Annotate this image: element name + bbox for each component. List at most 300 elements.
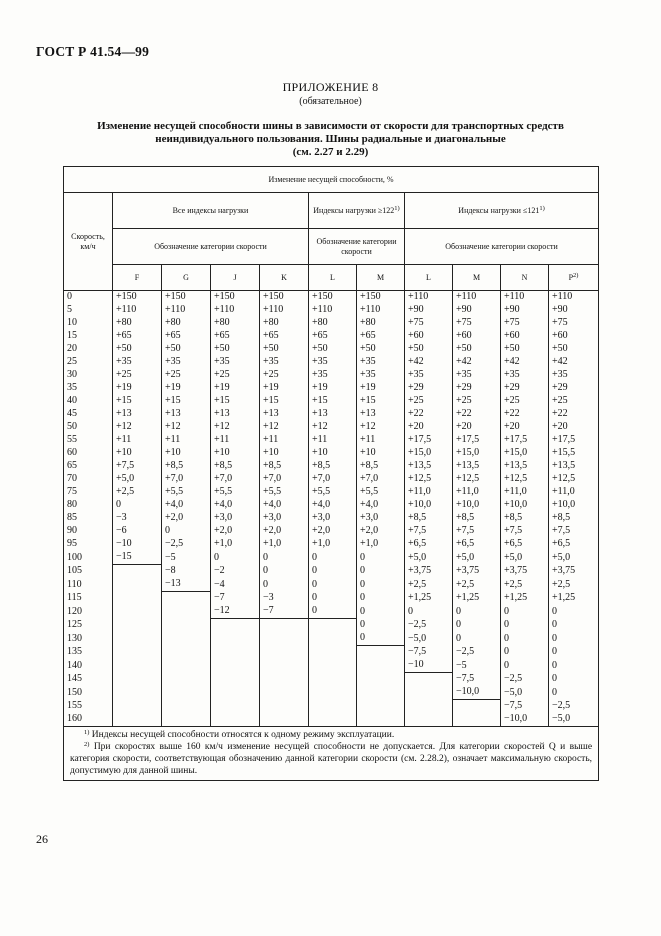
value-cell: +3,0 (260, 512, 309, 525)
value-cell: +12 (162, 421, 211, 434)
value-cell: +2,5 (113, 486, 162, 499)
value-cell: +65 (162, 330, 211, 343)
speed-cell: 0 (64, 291, 113, 305)
value-cell (357, 713, 405, 727)
appendix-status: (обязательное) (299, 96, 362, 107)
value-cell (113, 605, 162, 619)
value-cell: +25 (405, 395, 453, 408)
value-cell: −2,5 (162, 538, 211, 551)
table-row (64, 659, 599, 673)
value-cell: +80 (113, 317, 162, 330)
value-cell: 0 (162, 525, 211, 538)
value-cell: +20 (549, 421, 599, 434)
value-cell: +25 (501, 395, 549, 408)
speed-cell: 60 (64, 447, 113, 460)
speed-cell: 130 (64, 632, 113, 646)
value-cell: +8,5 (211, 460, 260, 473)
value-cell: +11,0 (405, 486, 453, 499)
value-cell: +35 (162, 356, 211, 369)
value-cell: +1,25 (549, 592, 599, 606)
value-cell: +25 (113, 369, 162, 382)
value-cell (162, 673, 211, 687)
value-cell: +90 (453, 304, 501, 317)
value-cell: −3 (113, 512, 162, 525)
value-cell: 0 (453, 605, 501, 619)
value-cell: +110 (405, 291, 453, 305)
value-cell: +7,0 (211, 473, 260, 486)
value-cell: +110 (309, 304, 357, 317)
value-cell: +15,0 (501, 447, 549, 460)
value-cell: 0 (309, 605, 357, 619)
value-cell: 0 (260, 565, 309, 579)
speed-cell: 145 (64, 673, 113, 687)
value-cell: 0 (357, 605, 405, 619)
value-cell: 0 (549, 659, 599, 673)
table-row (64, 473, 599, 486)
table-row (64, 538, 599, 551)
speed-cell: 20 (64, 343, 113, 356)
value-cell: +11 (260, 434, 309, 447)
speed-cell: 155 (64, 700, 113, 714)
value-cell: +90 (549, 304, 599, 317)
value-cell: +15 (260, 395, 309, 408)
value-cell: +15 (211, 395, 260, 408)
value-cell (453, 700, 501, 714)
value-cell: +1,0 (260, 538, 309, 551)
value-cell: +22 (453, 408, 501, 421)
value-cell: +13,5 (453, 460, 501, 473)
value-cell (211, 673, 260, 687)
value-cell: +5,0 (405, 551, 453, 565)
value-cell: +8,5 (549, 512, 599, 525)
value-cell (405, 686, 453, 700)
value-cell: 0 (357, 632, 405, 646)
value-cell: 0 (549, 673, 599, 687)
value-cell (162, 619, 211, 633)
value-cell (162, 605, 211, 619)
title-line-2: неиндивидуального пользования. Шины радиальные и диагональные (155, 133, 506, 145)
speed-cell: 35 (64, 382, 113, 395)
value-cell (260, 646, 309, 660)
speed-category-121: Обозначение категории скорости (405, 229, 599, 265)
value-cell: +15,5 (549, 447, 599, 460)
col-header: L (405, 265, 453, 291)
value-cell: 0 (549, 632, 599, 646)
value-cell: 0 (549, 646, 599, 660)
value-cell: +150 (260, 291, 309, 305)
value-cell: +75 (405, 317, 453, 330)
value-cell: +15 (162, 395, 211, 408)
value-cell: +80 (162, 317, 211, 330)
value-cell (113, 619, 162, 633)
title-line-1: Изменение несущей способности шины в зависимости от скорости для транспортных средств (97, 120, 564, 132)
value-cell: +13,5 (501, 460, 549, 473)
value-cell: +15 (309, 395, 357, 408)
page-number: 26 (36, 832, 48, 846)
value-cell: +4,0 (260, 499, 309, 512)
value-cell: +35 (260, 356, 309, 369)
value-cell: +2,0 (162, 512, 211, 525)
value-cell: +19 (309, 382, 357, 395)
value-cell: +35 (309, 356, 357, 369)
value-cell: +35 (357, 356, 405, 369)
value-cell: +4,0 (357, 499, 405, 512)
value-cell: +50 (309, 343, 357, 356)
value-cell (162, 646, 211, 660)
table-row (64, 686, 599, 700)
value-cell: +7,5 (405, 525, 453, 538)
value-cell: 0 (357, 619, 405, 633)
value-cell: +8,5 (309, 460, 357, 473)
value-cell: +11,0 (453, 486, 501, 499)
value-cell (405, 673, 453, 687)
value-cell: −8 (162, 565, 211, 579)
value-cell (309, 713, 357, 727)
value-cell: +80 (357, 317, 405, 330)
speed-cell: 85 (64, 512, 113, 525)
table-row (64, 447, 599, 460)
value-cell: +90 (405, 304, 453, 317)
value-cell: +13 (260, 408, 309, 421)
value-cell: +17,5 (549, 434, 599, 447)
value-cell: +1,25 (405, 592, 453, 606)
value-cell: +5,0 (113, 473, 162, 486)
value-cell: +110 (211, 304, 260, 317)
value-cell: +65 (357, 330, 405, 343)
value-cell: +29 (453, 382, 501, 395)
value-cell: +50 (405, 343, 453, 356)
value-cell: +15 (357, 395, 405, 408)
value-cell: +13,5 (549, 460, 599, 473)
value-cell: +25 (453, 395, 501, 408)
value-cell: +11 (357, 434, 405, 447)
value-cell (113, 686, 162, 700)
speed-cell: 70 (64, 473, 113, 486)
table-row (64, 460, 599, 473)
value-cell: +5,5 (357, 486, 405, 499)
value-cell: +10,0 (549, 499, 599, 512)
value-cell: +19 (162, 382, 211, 395)
value-cell (309, 686, 357, 700)
speed-cell: 75 (64, 486, 113, 499)
value-cell: +11,0 (549, 486, 599, 499)
value-cell: +5,0 (549, 551, 599, 565)
value-cell: +19 (357, 382, 405, 395)
table-row (64, 343, 599, 356)
value-cell: −4 (211, 578, 260, 592)
value-cell: +110 (453, 291, 501, 305)
value-cell (357, 673, 405, 687)
value-cell: 0 (501, 646, 549, 660)
speed-cell: 120 (64, 605, 113, 619)
value-cell: +19 (211, 382, 260, 395)
footnotes (64, 727, 599, 781)
value-cell: −7 (211, 592, 260, 606)
value-cell: +15,0 (405, 447, 453, 460)
table-row (64, 673, 599, 687)
value-cell: +5,0 (453, 551, 501, 565)
speed-cell: 50 (64, 421, 113, 434)
value-cell: −7,5 (501, 700, 549, 714)
value-cell (260, 659, 309, 673)
value-cell: +6,5 (501, 538, 549, 551)
value-cell (162, 632, 211, 646)
value-cell (260, 700, 309, 714)
value-cell: +3,0 (357, 512, 405, 525)
col-header: $P^{2)}$ (549, 265, 599, 291)
value-cell: +6,5 (405, 538, 453, 551)
value-cell: +50 (113, 343, 162, 356)
value-cell: +35 (113, 356, 162, 369)
value-cell: +50 (260, 343, 309, 356)
value-cell: 0 (549, 686, 599, 700)
table-row (64, 499, 599, 512)
value-cell: +35 (549, 369, 599, 382)
value-cell (162, 686, 211, 700)
value-cell: +11 (113, 434, 162, 447)
speed-column-header: Скорость, км/ч (64, 193, 113, 291)
value-cell (260, 619, 309, 633)
value-cell: 0 (453, 619, 501, 633)
value-cell: +110 (549, 291, 599, 305)
value-cell: +2,0 (211, 525, 260, 538)
value-cell: +60 (549, 330, 599, 343)
value-cell: +35 (453, 369, 501, 382)
value-cell (113, 659, 162, 673)
value-cell: +8,5 (453, 512, 501, 525)
value-cell (309, 646, 357, 660)
value-cell: +12 (260, 421, 309, 434)
value-cell: +4,0 (162, 499, 211, 512)
value-cell: +13 (113, 408, 162, 421)
value-cell: 0 (501, 619, 549, 633)
value-cell: 0 (357, 551, 405, 565)
speed-cell: 55 (64, 434, 113, 447)
table-row (64, 592, 599, 606)
speed-cell: 65 (64, 460, 113, 473)
title-line-3: (см. 2.27 и 2.29) (292, 146, 369, 158)
value-cell: −2,5 (405, 619, 453, 633)
value-cell: +35 (501, 369, 549, 382)
value-cell (260, 713, 309, 727)
value-cell: +20 (405, 421, 453, 434)
value-cell: +7,0 (357, 473, 405, 486)
col-header: K (260, 265, 309, 291)
col-header: G (162, 265, 211, 291)
value-cell: −10 (113, 538, 162, 551)
value-cell: +8,5 (357, 460, 405, 473)
group-index-122: Индексы нагрузки $\ge 122^{1)}$ (309, 193, 405, 229)
value-cell: −5,0 (405, 632, 453, 646)
value-cell: 0 (405, 605, 453, 619)
value-cell (357, 700, 405, 714)
value-cell: +2,5 (405, 578, 453, 592)
speed-cell: 30 (64, 369, 113, 382)
value-cell: 0 (501, 605, 549, 619)
table-row (64, 356, 599, 369)
value-cell: +60 (501, 330, 549, 343)
table-row (64, 713, 599, 727)
speed-cell: 40 (64, 395, 113, 408)
value-cell: +150 (357, 291, 405, 305)
col-header: N (501, 265, 549, 291)
value-cell: +2,0 (309, 525, 357, 538)
value-cell (113, 700, 162, 714)
value-cell: −6 (113, 525, 162, 538)
value-cell: +11 (309, 434, 357, 447)
footnote-1: $^{1)}$ Индексы несущей способности относятся к одному режиму эксплуатации. (84, 729, 395, 740)
value-cell: +19 (113, 382, 162, 395)
value-cell: +5,5 (309, 486, 357, 499)
value-cell (405, 700, 453, 714)
col-header: M (357, 265, 405, 291)
speed-cell: 5 (64, 304, 113, 317)
value-cell: −2,5 (549, 700, 599, 714)
speed-cell: 125 (64, 619, 113, 633)
value-cell: +2,5 (549, 578, 599, 592)
value-cell (309, 659, 357, 673)
speed-cell: 15 (64, 330, 113, 343)
value-cell: +7,5 (501, 525, 549, 538)
speed-cell: 90 (64, 525, 113, 538)
value-cell (113, 646, 162, 660)
value-cell (113, 713, 162, 727)
value-cell (211, 659, 260, 673)
value-cell (309, 673, 357, 687)
value-cell: +22 (549, 408, 599, 421)
value-cell: +110 (357, 304, 405, 317)
value-cell (309, 632, 357, 646)
value-cell (453, 713, 501, 727)
value-cell: +42 (453, 356, 501, 369)
value-cell (260, 632, 309, 646)
table-row (64, 700, 599, 714)
value-cell: +12 (309, 421, 357, 434)
value-cell: +29 (405, 382, 453, 395)
value-cell: +3,75 (501, 565, 549, 579)
value-cell: +2,0 (357, 525, 405, 538)
value-cell: +11 (211, 434, 260, 447)
value-cell: +7,5 (453, 525, 501, 538)
value-cell: 0 (357, 578, 405, 592)
value-cell: +65 (211, 330, 260, 343)
load-capacity-table (63, 166, 599, 781)
value-cell: +11 (162, 434, 211, 447)
value-cell: +10 (211, 447, 260, 460)
value-cell: +75 (549, 317, 599, 330)
value-cell: −5,0 (549, 713, 599, 727)
value-cell: 0 (501, 632, 549, 646)
value-cell: +3,75 (405, 565, 453, 579)
value-cell: +65 (260, 330, 309, 343)
value-cell: +8,5 (501, 512, 549, 525)
value-cell: +6,5 (453, 538, 501, 551)
value-cell: +75 (501, 317, 549, 330)
table-row (64, 434, 599, 447)
value-cell: 0 (113, 499, 162, 512)
value-cell: +25 (211, 369, 260, 382)
value-cell: +8,5 (162, 460, 211, 473)
value-cell: +15 (113, 395, 162, 408)
speed-cell: 25 (64, 356, 113, 369)
table-row (64, 512, 599, 525)
col-header: F (113, 265, 162, 291)
value-cell: +1,0 (309, 538, 357, 551)
value-cell: +10 (260, 447, 309, 460)
value-cell: +80 (211, 317, 260, 330)
value-cell (260, 686, 309, 700)
value-cell: +12 (357, 421, 405, 434)
table-top-header: Изменение несущей способности, % (64, 167, 599, 193)
value-cell: +29 (549, 382, 599, 395)
value-cell: +8,5 (405, 512, 453, 525)
value-cell: +3,75 (549, 565, 599, 579)
table-row (64, 486, 599, 499)
value-cell: +22 (405, 408, 453, 421)
value-cell: +19 (260, 382, 309, 395)
value-cell (211, 646, 260, 660)
value-cell: −3 (260, 592, 309, 606)
value-cell: +50 (162, 343, 211, 356)
value-cell: +12 (113, 421, 162, 434)
value-cell: +5,0 (501, 551, 549, 565)
value-cell: +20 (501, 421, 549, 434)
value-cell: +150 (162, 291, 211, 305)
table-row (64, 619, 599, 633)
speed-cell: 95 (64, 538, 113, 551)
value-cell: −7,5 (405, 646, 453, 660)
value-cell (309, 700, 357, 714)
value-cell: −2,5 (453, 646, 501, 660)
value-cell: +7,5 (549, 525, 599, 538)
value-cell: +3,75 (453, 565, 501, 579)
value-cell: +8,5 (260, 460, 309, 473)
group-index-121: Индексы нагрузки $\le 121^{1)}$ (405, 193, 599, 229)
table-row (64, 632, 599, 646)
value-cell: +10 (357, 447, 405, 460)
value-cell: +3,0 (309, 512, 357, 525)
value-cell: +5,5 (162, 486, 211, 499)
col-header: L (309, 265, 357, 291)
value-cell: +12,5 (453, 473, 501, 486)
value-cell (162, 700, 211, 714)
value-cell: +13 (162, 408, 211, 421)
value-cell: +4,0 (309, 499, 357, 512)
document-code: ГОСТ Р 41.54—99 (36, 44, 150, 59)
value-cell: +15,0 (453, 447, 501, 460)
value-cell: +60 (405, 330, 453, 343)
value-cell: +7,0 (309, 473, 357, 486)
value-cell: +10,0 (501, 499, 549, 512)
table-row (64, 304, 599, 317)
value-cell: +50 (357, 343, 405, 356)
table-row (64, 369, 599, 382)
table-row (64, 525, 599, 538)
value-cell: +7,5 (113, 460, 162, 473)
table-row (64, 395, 599, 408)
value-cell: +110 (260, 304, 309, 317)
table-row (64, 291, 599, 305)
value-cell: 0 (260, 551, 309, 565)
col-header: J (211, 265, 260, 291)
value-cell: +10 (113, 447, 162, 460)
value-cell (211, 700, 260, 714)
value-cell: +50 (501, 343, 549, 356)
value-cell (357, 659, 405, 673)
value-cell: +50 (453, 343, 501, 356)
value-cell: 0 (549, 619, 599, 633)
table-row (64, 408, 599, 421)
